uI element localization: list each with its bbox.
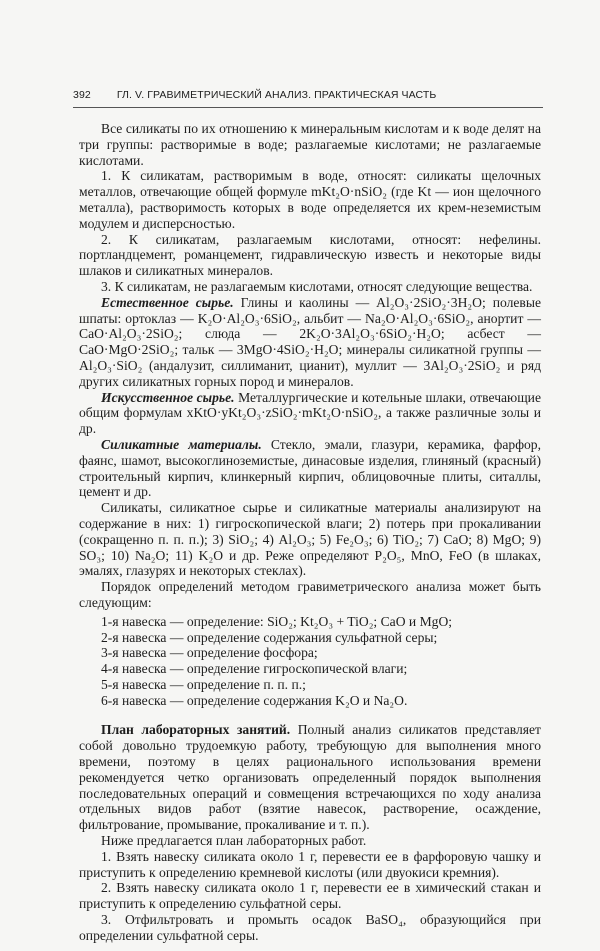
- text-artificial-raw: Металлургические и котельные шлаки, отвечающие общим формулам xKtO·yKt₂O₃·zSiO₂·mKt₂O·nSiO₂, а также различные золы и др.: [79, 389, 541, 437]
- paragraph-item-2: 2. К силикатам, разлагаемым кислотами, относят: нефелины. портландцемент, романцемент, гидравлическую известь и некоторые виды шлаков и силикатных минералов.: [79, 231, 541, 279]
- paragraph-step-2: 2. Взять навеску силиката около 1 г, перевести ее в химический стакан и приступить к определению сульфатной серы.: [79, 880, 541, 912]
- spacer: [79, 710, 541, 722]
- paragraph-artificial-raw: [79, 390, 541, 437]
- list-item: 5-я навеска — определение п. п. п.;: [101, 676, 306, 692]
- order-list: [101, 614, 541, 709]
- page-header: [73, 88, 543, 108]
- list-item: 3-я навеска — определение фосфора;: [101, 645, 318, 661]
- heading-natural-raw: Естественное сырье.: [101, 294, 234, 310]
- paragraph-plan-intro: Ниже предлагается план лабораторных работ.: [101, 833, 367, 849]
- paragraph-step-1: 1. Взять навеску силиката около 1 г, перевести ее в фарфоровую чашку и приступить к определению кремневой кислоты (или двуокиси кремния).: [79, 848, 541, 880]
- text-silicate-materials: Стекло, эмали, глазури, керамика, фарфор, фаянс, шамот, высокоглиноземистые, динасовые изделия, глиняный (красный) строительный кирпич, клинкерный кирпич, облицовочные плиты, ситаллы, цемент и др.: [79, 436, 541, 500]
- list-item: 6-я навеска — определение содержания K₂O и Na₂O.: [101, 692, 408, 708]
- heading-silicate-materials: Силикатные материалы.: [101, 436, 262, 452]
- paragraph-natural-raw: [79, 295, 541, 390]
- paragraph-step-3: 3. Отфильтровать и промыть осадок BaSO₄, образующийся при определении сульфатной серы.: [79, 912, 541, 943]
- paragraph-order: Порядок определений методом гравиметрического анализа может быть следующим:: [79, 579, 541, 610]
- list-item: 4-я навеска — определение гигроскопической влаги;: [101, 661, 408, 677]
- paragraph-silicate-materials: [79, 437, 541, 500]
- heading-lab-plan: План лабораторных занятий.: [101, 722, 291, 738]
- text-lab-plan: Полный анализ силикатов представляет собой довольно трудоемкую работу, требующую для выполнения много времени, поэтому в целях рационального использования времени рекомендуется четко организовать определенный порядок выполнения последовательных операций и совмещения встречающихся по ходу анализа отдельных видов работ (взятие навесок, растворение, осаждение, фильтрование, промывание, прокаливание и т. п.).: [79, 722, 541, 833]
- list-item: 2-я навеска — определение содержания сульфатной серы;: [101, 629, 438, 645]
- list-item: 1-я навеска — определение: SiO₂; Kt₂O₃ + TiO₂; CaO и MgO;: [101, 613, 453, 629]
- paragraph-intro: Все силикаты по их отношению к минеральным кислотам и к воде делят на три группы: растворимые в воде; разлагаемые кислотами; не разлагаемые кислотами.: [79, 121, 541, 168]
- paragraph-item-1: 1. К силикатам, растворимым в воде, относят: силикаты щелочных металлов, отвечающие общей формуле mKt₂O·nSiO₂ (где Kt — ион щелочного металла), растворимость которых в воде определяется их крем-неземистым модулем и дисперсностью.: [79, 168, 541, 231]
- paragraph-analysis-content: Силикаты, силикатное сырье и силикатные материалы анализируют на содержание в них: 1) гигроскопической влаги; 2) потерь при прокаливании (сокращенно п. п. п.); 3) SiO₂; 4) Al₂O₃; 5) Fe₂O₃; 6) TiO₂; 7) CaO; 8) MgO; 9) SO₃; 10) Na₂O; 11) K₂O и др. Реже определяют P₂O₅, MnO, FeO (в шлаках, эмалях, глазурях и некоторых стеклах).: [79, 500, 541, 579]
- page-number: 392: [73, 89, 91, 101]
- heading-artificial-raw: Искусственное сырье.: [101, 389, 235, 405]
- page-body: [79, 121, 541, 944]
- paragraph-item-3: 3. К силикатам, не разлагаемым кислотами, относят следующие вещества.: [101, 278, 533, 294]
- paragraph-lab-plan: [79, 722, 541, 833]
- running-title: ГЛ. V. ГРАВИМЕТРИЧЕСКИЙ АНАЛИЗ. ПРАКТИЧЕСКАЯ ЧАСТЬ: [116, 89, 437, 101]
- text-natural-raw: Глины и каолины — Al₂O₃·2SiO₂·3H₂O; полевые шпаты: ортоклаз — K₂O·Al₂O₃·6SiO₂, альбит — Na₂O·Al₂O₃·6SiO₂, анортит — CaO·Al₂O₃·2SiO₂; слюда — 2K₂O·3Al₂O₃·6SiO₂·H₂O; асбест — CaO·MgO·2SiO₂; тальк — 3MgO·4SiO₂·H₂O; минералы силикатной группы — Al₂O₃·SiO₂ (андалузит, силлиманит, цианит), муллит — 3Al₂O₃·2SiO₂ и ряд других силикатных горных пород и минералов.: [79, 294, 541, 389]
